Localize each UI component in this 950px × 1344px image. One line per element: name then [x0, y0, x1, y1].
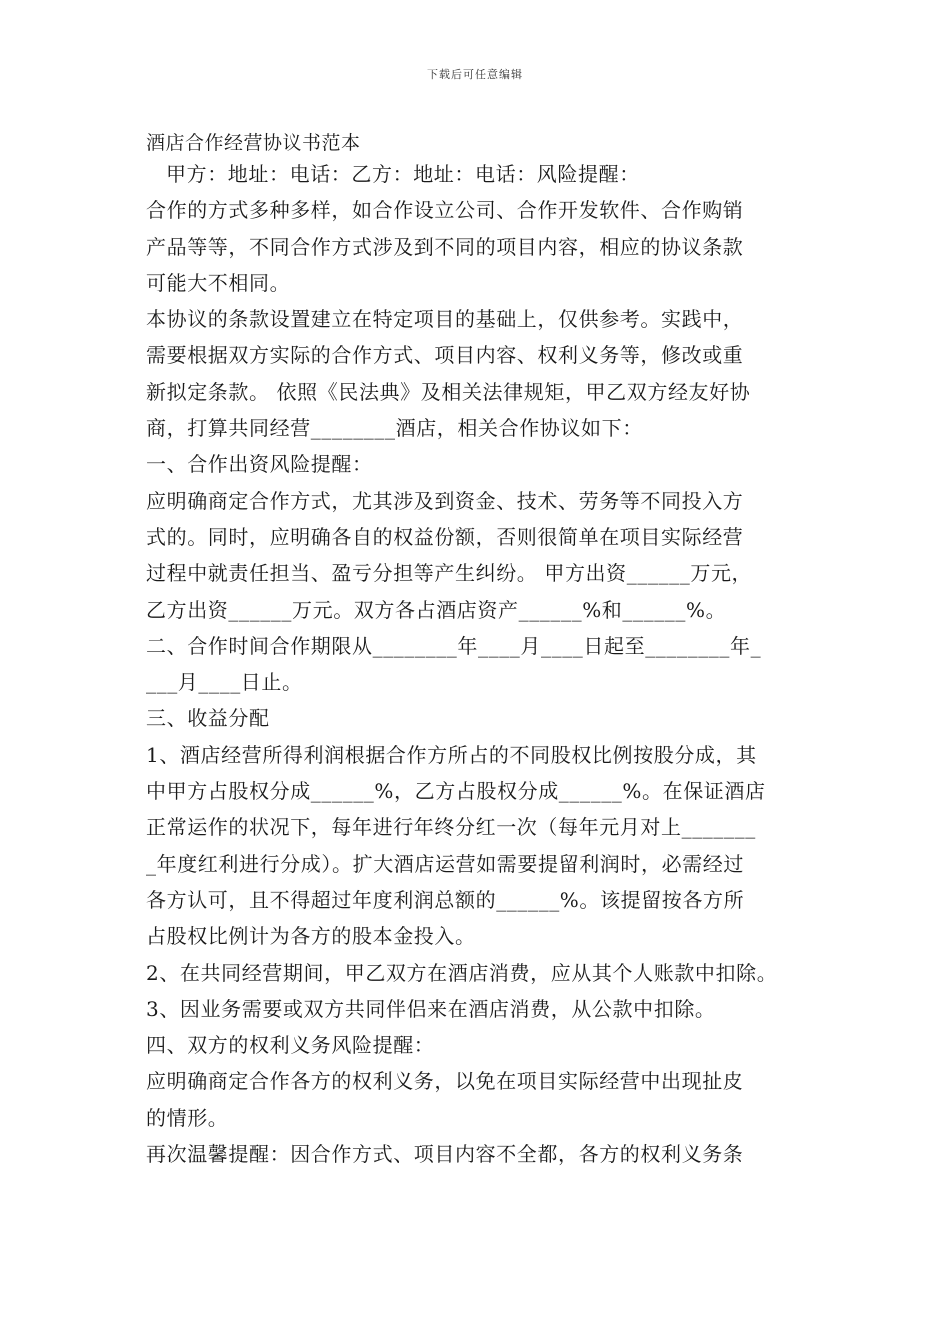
body-line: 需要根据双方实际的合作方式、项目内容、权利义务等，修改或重 — [146, 343, 744, 368]
body-line: ___月____日止。 — [146, 670, 303, 695]
section-heading: 三、收益分配 — [146, 706, 270, 731]
body-line: 合作的方式多种多样，如合作设立公司、合作开发软件、合作购销 — [146, 198, 744, 223]
body-line: _年度红利进行分成）。扩大酒店运营如需要提留利润时，必需经过 — [146, 851, 744, 876]
document-body — [146, 156, 814, 1172]
body-line: 式的。同时，应明确各自的权益份额，否则很简单在项目实际经营 — [146, 524, 744, 549]
body-line: 各方认可，且不得超过年度利润总额的______%。该提留按各方所 — [146, 887, 745, 912]
document-title: 酒店合作经营协议书范本 — [146, 132, 361, 154]
body-line: 再次温馨提醒：因合作方式、项目内容不全都，各方的权利义务条 — [146, 1142, 744, 1167]
body-line: 本协议的条款设置建立在特定项目的基础上，仅供参考。实践中， — [146, 307, 744, 332]
body-line: 占股权比例计为各方的股本金投入。 — [146, 924, 476, 949]
body-line: 新拟定条款。 依照《民法典》及相关法律规矩，甲乙双方经友好协 — [146, 379, 751, 404]
body-line: 的情形。 — [146, 1105, 229, 1130]
header-note: 下载后可任意编辑 — [427, 68, 523, 81]
body-line: 过程中就责任担当、盈亏分担等产生纠纷。 甲方出资______万元， — [146, 561, 753, 586]
body-line: 中甲方占股权分成______%，乙方占股权分成______%。在保证酒店 — [146, 779, 766, 804]
section-heading: 一、合作出资风险提醒： — [146, 452, 373, 477]
body-line: 乙方出资______万元。双方各占酒店资产______%和______%。 — [146, 597, 727, 622]
body-line: 可能大不相同。 — [146, 270, 291, 295]
body-line: 应明确商定合作方式，尤其涉及到资金、技术、劳务等不同投入方 — [146, 488, 744, 513]
body-line: 产品等等，不同合作方式涉及到不同的项目内容，相应的协议条款 — [146, 234, 744, 259]
body-line: 1、酒店经营所得利润根据合作方所占的不同股权比例按股分成，其 — [146, 742, 757, 767]
body-line: 2、在共同经营期间，甲乙双方在酒店消费，应从其个人账款中扣除。 — [146, 960, 778, 985]
section-heading: 二、合作时间合作期限从________年____月____日起至________年_ — [146, 633, 762, 658]
body-line: 3、因业务需要或双方共同伴侣来在酒店消费，从公款中扣除。 — [146, 996, 716, 1021]
body-line: 甲方：地址：电话：乙方：地址：电话：风险提醒： — [166, 162, 640, 186]
body-line: 商，打算共同经营________酒店，相关合作协议如下： — [146, 416, 643, 441]
body-line: 正常运作的状况下，每年进行年终分红一次（每年元月对上_______ — [146, 815, 756, 840]
body-line: 应明确商定合作各方的权利义务，以免在项目实际经营中出现扯皮 — [146, 1069, 744, 1094]
section-heading: 四、双方的权利义务风险提醒： — [146, 1033, 435, 1058]
